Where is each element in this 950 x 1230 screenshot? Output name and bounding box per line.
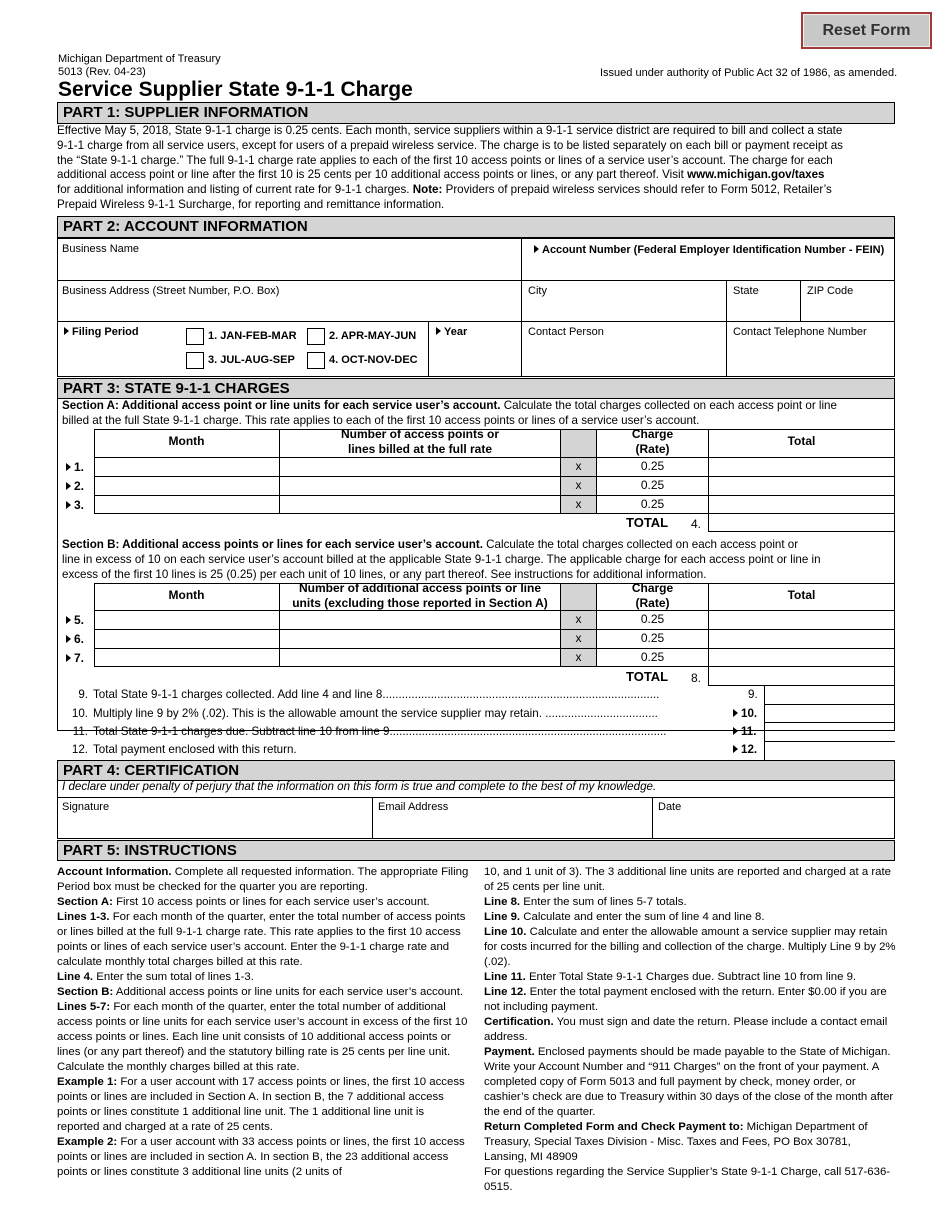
month-input[interactable]	[95, 458, 278, 475]
arrow-icon	[733, 745, 738, 753]
charge-rate: 0.25	[640, 612, 665, 626]
month-input[interactable]	[95, 630, 278, 647]
line-12-input[interactable]	[765, 742, 894, 759]
part5-heading: PART 5: INSTRUCTIONS	[57, 840, 895, 861]
charge-rate: 0.25	[640, 631, 665, 645]
total-a-line-number: 4.	[691, 517, 702, 531]
line-number: 6.	[66, 632, 84, 646]
charge-header-a: Charge (Rate)	[631, 427, 674, 456]
month-input[interactable]	[95, 649, 278, 666]
line-number: 5.	[66, 613, 84, 627]
total-b-label: TOTAL	[626, 669, 669, 684]
period-3-label: 3. JUL-AUG-SEP	[208, 354, 295, 366]
instruction-paragraph: Line 8. Enter the sum of lines 5-7 totals.	[484, 896, 687, 908]
access-points-input[interactable]	[280, 496, 559, 513]
row-total-input[interactable]	[709, 611, 894, 628]
contact-phone-input[interactable]	[728, 342, 894, 376]
multiply-sign: x	[575, 478, 582, 492]
period-4-checkbox[interactable]	[307, 352, 325, 369]
reset-form-button[interactable]: Reset Form	[801, 12, 932, 49]
part3-heading: PART 3: STATE 9-1-1 CHARGES	[57, 378, 895, 399]
arrow-icon	[66, 654, 71, 662]
multiply-sign: x	[575, 631, 582, 645]
arrow-icon	[66, 501, 71, 509]
state-label: State	[733, 285, 759, 297]
date-input[interactable]	[654, 815, 894, 838]
multiply-sign: x	[575, 650, 582, 664]
line-12-ref: 12.	[733, 743, 757, 756]
business-name-input[interactable]	[58, 258, 520, 279]
zip-label: ZIP Code	[807, 285, 854, 297]
instruction-paragraph: Line 4. Enter the sum total of lines 1-3.	[57, 971, 254, 983]
contact-phone-label: Contact Telephone Number	[733, 326, 867, 338]
email-input[interactable]	[374, 815, 651, 838]
instruction-paragraph: Account Information. Complete all requested information. The appropriate Filing Period box must be checked for the quarter you are reporting.	[57, 866, 469, 893]
line-9-input[interactable]	[765, 687, 894, 704]
arrow-icon	[733, 727, 738, 735]
arrow-icon	[64, 327, 69, 335]
instruction-paragraph: Line 9. Calculate and enter the sum of line 4 and line 8.	[484, 911, 765, 923]
line-number: 2.	[66, 479, 84, 493]
line-10-input[interactable]	[765, 706, 894, 723]
line-number: 3.	[66, 498, 84, 512]
multiply-sign: x	[575, 459, 582, 473]
section-b-description: Section B: Additional access points or lines for each service user’s account. Calculate the total charges collected on each access point or line in excess of 10 on each service user’s account billed at the applicable State 9-1-1 charge. The applicable charge for each access point or line in excess of the first 10 lines is 25 (0.25) per each unit of 10 lines, or any part thereof. See instructions for additional information.	[62, 538, 821, 581]
line-11-ref: 11.	[733, 725, 756, 738]
instructions-right-column	[484, 865, 896, 1195]
line-number: 1.	[66, 460, 84, 474]
arrow-icon	[66, 463, 71, 471]
line-10-number: 10.	[71, 707, 88, 720]
access-points-input[interactable]	[280, 630, 559, 647]
city-input[interactable]	[523, 300, 725, 320]
access-points-input[interactable]	[280, 477, 559, 494]
email-label: Email Address	[378, 801, 449, 813]
charge-header-b: Charge (Rate)	[631, 581, 674, 610]
part1-heading: PART 1: SUPPLIER INFORMATION	[57, 102, 895, 124]
row-total-input[interactable]	[709, 630, 894, 647]
line-10-text: Multiply line 9 by 2% (.02). This is the allowable amount the service supplier may retain. ...................................	[93, 707, 658, 720]
instruction-paragraph: Example 2: For a user account with 33 access points or lines, the first 10 access points or lines are included in section A. In section B, the 23 additional access points or lines constitute 3 additional line units (2 units of	[57, 1136, 465, 1178]
total-header-b: Total	[787, 588, 816, 602]
instruction-paragraph: 10, and 1 unit of 3). The 3 additional line units are reported and charged at a rate of 25 cents per line unit.	[484, 866, 891, 893]
address-label: Business Address (Street Number, P.O. Box)	[62, 285, 280, 297]
month-header-a: Month	[168, 434, 205, 448]
contact-person-label: Contact Person	[528, 326, 604, 338]
total-a-input[interactable]	[709, 514, 894, 531]
total-b-line-number: 8.	[691, 671, 702, 685]
period-2-label: 2. APR-MAY-JUN	[329, 330, 417, 342]
line-12-number: 12.	[71, 743, 88, 756]
arrow-icon	[534, 245, 539, 253]
part4-heading: PART 4: CERTIFICATION	[57, 760, 895, 781]
instruction-paragraph: Section B: Additional access points or line units for each service user’s account.	[57, 986, 464, 998]
period-3-checkbox[interactable]	[186, 352, 204, 369]
instruction-paragraph: For questions regarding the Service Supplier’s State 9-1-1 Charge, call 517-636-0515.	[484, 1166, 891, 1193]
line-11-text: Total State 9-1-1 charges due. Subtract line 10 from line 9......................................................................................	[93, 725, 667, 738]
month-input[interactable]	[95, 611, 278, 628]
fein-label: Account Number (Federal Employer Identification Number - FEIN)	[534, 244, 884, 257]
part1-paragraph: Effective May 5, 2018, State 9-1-1 charge is 0.25 cents. Each month, service suppliers within a 9-1-1 service district are required to bill and collect a state 9-1-1 charge from all service users, except for users of a prepaid wireless service. The charge is to be listed separately on each bill or payment receipt as the “State 9-1-1 charge.” The full 9-1-1 charge rate applies to each of the first 10 access points or lines of a service user’s account. The charge for each additional access point or line after the first 10 is 25 cents per 10 additional access points or lines, or any part thereof. Visit www.michigan.gov/taxes for additional information and listing of current rate for 9-1-1 charges. Note: Providers of prepaid wireless services should refer to Form 5012, Retailer’s Prepaid Wireless 9-1-1 Surcharge, for reporting and remittance information.	[57, 124, 843, 211]
instruction-paragraph: Lines 5-7: For each month of the quarter, enter the total number of additional access points or line units for each service user’s account in excess of the first 10 access points or lines. Each line unit consists of 10 additional access points or lines (or any part thereof) and the statutory billing rate is 25 cents per line unit. Calculate the monthly charges billed at this rate.	[57, 1001, 468, 1073]
period-4-label: 4. OCT-NOV-DEC	[329, 354, 418, 366]
arrow-icon	[66, 616, 71, 624]
month-input[interactable]	[95, 477, 278, 494]
total-a-label: TOTAL	[626, 515, 669, 530]
row-total-input[interactable]	[709, 649, 894, 666]
period-2-checkbox[interactable]	[307, 328, 325, 345]
instruction-paragraph: Lines 1-3. For each month of the quarter, enter the total number of access points or lines billed at the full 9-1-1 charge rate. This rate applies to the first 10 access points or lines of each service user’s account. Enter the 9-1-1 charge rate and calculate monthly total charges billed at this rate.	[57, 911, 466, 968]
access-points-input[interactable]	[280, 458, 559, 475]
arrow-icon	[436, 327, 441, 335]
line-10-ref: 10.	[733, 707, 757, 720]
month-header-b: Month	[168, 588, 205, 602]
total-header-a: Total	[787, 434, 816, 448]
declaration: I declare under penalty of perjury that the information on this form is true and complete to the best of my knowledge.	[62, 780, 657, 793]
instruction-paragraph: Line 11. Enter Total State 9-1-1 Charges due. Subtract line 10 from line 9.	[484, 971, 857, 983]
filing-period-label: Filing Period	[64, 326, 139, 339]
zip-input[interactable]	[802, 300, 894, 320]
instruction-paragraph: Example 1: For a user account with 17 access points or lines, the first 10 access points or lines are included in Section A. In section B, the 7 additional access points or lines constitute 1 additional line unit. The 1 additional line unit is reported and charged at a rate of 25 cents.	[57, 1076, 465, 1133]
multiply-sign: x	[575, 612, 582, 626]
year-label: Year	[436, 326, 467, 339]
year-input[interactable]	[436, 342, 520, 376]
number-header-a: Number of access points or lines billed at the full rate	[340, 427, 500, 456]
line-11-number: 11.	[72, 725, 88, 738]
row-total-input[interactable]	[709, 477, 894, 494]
number-header-b: Number of additional access points or line units (excluding those reported in Section A)	[292, 581, 548, 610]
instruction-paragraph: Payment. Enclosed payments should be made payable to the State of Michigan. Write your Account Number and “911 Charges” on the front of your payment. A completed copy of Form 5013 and full payment by check, money order, or cashier’s check are due to Treasury within 30 days of the close of the month after the end of the quarter.	[484, 1046, 894, 1118]
month-input[interactable]	[95, 496, 278, 513]
charge-rate: 0.25	[640, 459, 665, 473]
section-a-description: Section A: Additional access point or line units for each service user’s account. Calculate the total charges collected on each access point or line billed at the full State 9-1-1 charge. This rate applies to each of the first 10 access points or lines of a service user’s account.	[62, 399, 837, 427]
taxes-url[interactable]: www.michigan.gov/taxes	[687, 168, 825, 182]
line-11-input[interactable]	[765, 724, 894, 741]
row-total-input[interactable]	[709, 458, 894, 475]
charge-rate: 0.25	[640, 650, 665, 664]
form-number: 5013 (Rev. 04-23)	[58, 66, 146, 78]
line-number: 7.	[66, 651, 84, 665]
authority-note: Issued under authority of Public Act 32 of 1986, as amended.	[600, 67, 898, 79]
access-points-input[interactable]	[280, 649, 559, 666]
part2-heading: PART 2: ACCOUNT INFORMATION	[57, 216, 895, 238]
form-title: Service Supplier State 9-1-1 Charge	[58, 78, 413, 101]
period-1-label: 1. JAN-FEB-MAR	[208, 330, 297, 342]
contact-person-input[interactable]	[523, 342, 725, 376]
signature-label: Signature	[62, 801, 110, 813]
instruction-paragraph: Certification. You must sign and date the return. Please include a contact email address.	[484, 1016, 888, 1043]
instructions-left-column	[57, 865, 469, 1180]
instruction-paragraph: Section A: First 10 access points or lines for each service user’s account.	[57, 896, 430, 908]
row-total-input[interactable]	[709, 496, 894, 513]
charge-rate: 0.25	[640, 497, 665, 511]
arrow-icon	[733, 709, 738, 717]
line-9-number: 9.	[78, 688, 88, 701]
charge-rate: 0.25	[640, 478, 665, 492]
department-name: Michigan Department of Treasury	[58, 53, 221, 65]
period-1-checkbox[interactable]	[186, 328, 204, 345]
arrow-icon	[66, 482, 71, 490]
access-points-input[interactable]	[280, 611, 559, 628]
total-b-input[interactable]	[709, 668, 894, 685]
state-input[interactable]	[728, 300, 799, 320]
date-label: Date	[658, 801, 682, 813]
instruction-paragraph: Line 10. Calculate and enter the allowable amount a service supplier may retain for costs incurred for the billing and collection of the charge. Multiply Line 9 by 2% (.02).	[484, 926, 896, 968]
line-9-ref: 9.	[748, 688, 758, 701]
instruction-paragraph: Return Completed Form and Check Payment to: Michigan Department of Treasury, Special Taxes Division - Misc. Taxes and Fees, PO Box 30781, Lansing, MI 48909	[484, 1121, 868, 1163]
business-name-label: Business Name	[62, 243, 140, 255]
line-9-text: Total State 9-1-1 charges collected. Add line 4 and line 8......................................................................................	[93, 688, 660, 701]
fein-input[interactable]	[523, 259, 894, 279]
city-label: City	[528, 285, 547, 297]
signature-input[interactable]	[58, 815, 371, 838]
address-input[interactable]	[58, 300, 520, 320]
instruction-paragraph: Line 12. Enter the total payment enclosed with the return. Enter $0.00 if you are not including payment.	[484, 986, 887, 1013]
multiply-sign: x	[575, 497, 582, 511]
arrow-icon	[66, 635, 71, 643]
line-12-text: Total payment enclosed with this return.	[93, 743, 297, 756]
